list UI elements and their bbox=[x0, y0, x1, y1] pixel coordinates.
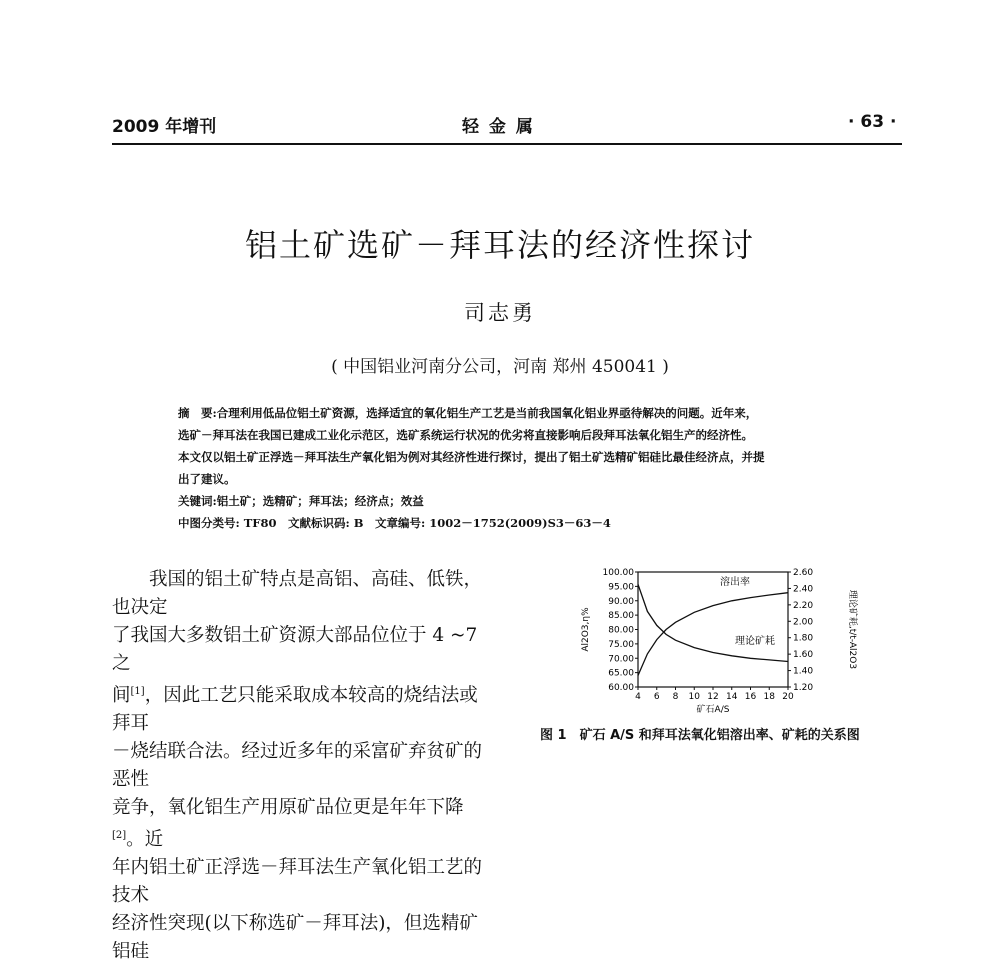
body-line: －烧结联合法。经过近多年的采富矿弃贫矿的恶性 bbox=[112, 741, 483, 791]
x-tick-label: 12 bbox=[707, 692, 719, 702]
x-tick-label: 10 bbox=[688, 692, 700, 702]
abstract bbox=[178, 402, 832, 534]
y-left-tick-label: 85.00 bbox=[608, 611, 634, 622]
y-right-tick-label: 1.40 bbox=[793, 666, 814, 677]
keywords: 关键词:铝土矿；选精矿；拜耳法；经济点；效益 bbox=[178, 494, 424, 508]
citation-ref: [1] bbox=[130, 686, 145, 697]
keywords-label: 关键词: bbox=[178, 494, 217, 508]
series-line-dissolution-rate bbox=[638, 593, 788, 676]
series-label-ore-consumption: 理论矿耗 bbox=[735, 636, 775, 647]
x-tick-label: 8 bbox=[672, 692, 679, 702]
y-right-tick-label: 2.00 bbox=[793, 617, 814, 628]
y-left-tick-label: 100.00 bbox=[602, 568, 634, 578]
x-tick-label: 16 bbox=[744, 692, 757, 702]
body-line bbox=[112, 678, 492, 738]
body-line: 年内铝土矿正浮选－拜耳法生产氧化铝工艺的技术 bbox=[112, 857, 483, 907]
affiliation: ( 中国铝业河南分公司，河南 郑州 450041 ) bbox=[331, 357, 669, 377]
header-journal-name: 轻 金 属 bbox=[462, 117, 535, 137]
y-right-tick-label: 1.20 bbox=[793, 683, 814, 693]
y-right-tick-label: 2.40 bbox=[793, 584, 814, 595]
y-left-axis-label: Al2O3,η% bbox=[581, 607, 591, 652]
body-line-text: 间[1]，因此工艺只能采取成本较高的烧结法或拜耳 bbox=[112, 685, 478, 735]
header-rule bbox=[112, 143, 902, 145]
classification: 中图分类号: TF80 文献标识码: B 文章编号: 1002－1752(2009)S3－63－4 bbox=[178, 516, 611, 530]
y-left-tick-label: 80.00 bbox=[608, 625, 634, 636]
y-right-tick-label: 1.60 bbox=[793, 650, 814, 661]
body-line: 经济性突现(以下称选矿－拜耳法)，但选精矿铝硅 bbox=[112, 913, 478, 963]
x-tick-label: 14 bbox=[726, 692, 738, 702]
x-axis-label: 矿石A/S bbox=[696, 705, 730, 715]
y-right-tick-label: 1.80 bbox=[793, 633, 814, 644]
y-left-tick-label: 95.00 bbox=[608, 582, 634, 593]
abstract-line: 出了建议。 bbox=[178, 472, 236, 486]
body-line bbox=[112, 794, 492, 854]
y-left-tick-label: 75.00 bbox=[608, 639, 634, 650]
body-line: 我国的铝土矿特点是高铝、高硅、低铁，也决定 bbox=[112, 569, 483, 618]
header-journal-issue: 2009 年增刊 bbox=[112, 117, 217, 137]
abstract-line: 本文仅以铝土矿正浮选－拜耳法生产氧化铝为例对其经济性进行探讨，提出了铝土矿选精矿铝硅比最佳经济点，并提 bbox=[178, 450, 765, 464]
author: 司志勇 bbox=[464, 301, 536, 325]
x-tick-label: 18 bbox=[763, 692, 775, 702]
citation-ref: [2] bbox=[112, 830, 127, 842]
paper-title: 铝土矿选矿－拜耳法的经济性探讨 bbox=[244, 226, 755, 264]
abstract-line: 摘 要:合理利用低品位铝土矿资源，选择适宜的氧化铝生产工艺是当前我国氧化铝业界亟待解决的问题。近年来， bbox=[178, 406, 758, 420]
y-right-tick-label: 2.60 bbox=[793, 568, 814, 578]
y-right-axis-label: 理论矿耗,t/t-Al2O3 bbox=[847, 589, 857, 670]
body-line: 了我国大多数铝土矿资源大部品位位于 4 ~7 之 bbox=[112, 625, 478, 674]
figure-caption: 图 1 矿石 A/S 和拜耳法氧化铝溶出率、矿耗的关系图 bbox=[540, 728, 860, 743]
y-right-tick-label: 2.20 bbox=[793, 600, 814, 611]
series-label-dissolution-rate: 溶出率 bbox=[720, 577, 750, 588]
x-tick-label: 20 bbox=[782, 692, 794, 702]
x-tick-label: 4 bbox=[635, 692, 641, 702]
x-tick-label: 6 bbox=[653, 692, 660, 702]
abstract-line: 选矿－拜耳法在我国已建成工业化示范区，选矿系统运行状况的优劣将直接影响后段拜耳法氧化铝生产的经济性。 bbox=[178, 428, 753, 442]
body-line-text-2: 竞争，氧化铝生产用原矿品位更是年年下降[2]。近 bbox=[112, 797, 464, 851]
header-page-number: · 63 · bbox=[848, 112, 897, 132]
figure-chart bbox=[540, 560, 870, 715]
abstract-label: 摘 要: bbox=[178, 406, 217, 420]
y-left-tick-label: 70.00 bbox=[608, 654, 634, 665]
body-text bbox=[112, 566, 492, 966]
y-left-tick-label: 60.00 bbox=[608, 683, 634, 693]
y-left-tick-label: 90.00 bbox=[608, 596, 634, 607]
y-left-tick-label: 65.00 bbox=[608, 668, 634, 679]
